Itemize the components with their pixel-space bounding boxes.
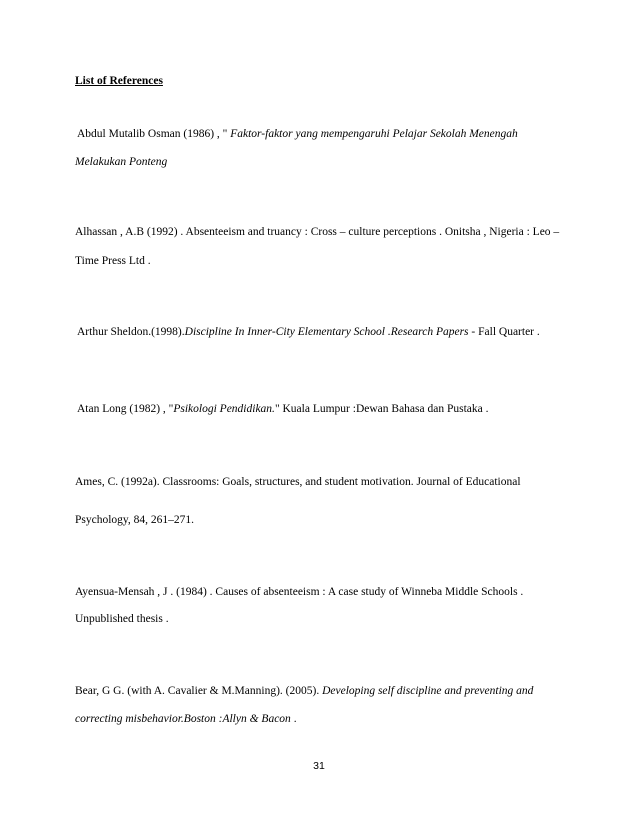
reference-7-line-1 [75,684,533,698]
reference-1-author: Abdul Mutalib Osman (1986) , " [77,128,228,140]
reference-3-author: Arthur Sheldon.(1998). [77,326,185,338]
reference-7-title-part-2: correcting misbehavior.Boston :Allyn & Bacon [75,713,291,725]
reference-1-line-2: Melakukan Ponteng [75,156,168,168]
reference-7-title-part-1: Developing self discipline and preventing and [322,685,534,697]
reference-7-tail: . [290,713,297,725]
reference-3-line-1 [77,325,540,339]
reference-4-line-1 [77,402,489,416]
reference-2-line-1: Alhassan , A.B (1992) . Absenteeism and truancy : Cross – culture perceptions . Onitsha , Nigeria : Leo – [75,226,560,238]
reference-4-title: Psikologi Pendidikan. [173,403,275,415]
reference-4-author: Atan Long (1982) , " [77,403,174,415]
reference-6-line-1: Ayensua-Mensah , J . (1984) . Causes of absenteeism : A case study of Winneba Middle Schools . [75,586,524,598]
reference-5-line-2: Psychology, 84, 261–271. [75,514,195,526]
reference-1-title: Faktor-faktor yang mempengaruhi Pelajar Sekolah Menengah [227,128,518,140]
reference-5-line-1: Ames, C. (1992a). Classrooms: Goals, structures, and student motivation. Journal of Educational [75,476,521,488]
reference-3-title: Discipline In Inner-City Elementary School .Research Papers [184,326,469,338]
page-title: List of References [75,75,163,87]
page-number: 31 [313,760,325,772]
reference-1-line-1 [77,127,518,141]
reference-7-author: Bear, G G. (with A. Cavalier & M.Manning). (2005). [75,685,323,697]
reference-2-line-2: Time Press Ltd . [75,255,151,267]
reference-7-line-2 [75,712,297,726]
reference-6-line-2: Unpublished thesis . [75,613,169,625]
reference-3-tail: - Fall Quarter . [468,326,540,338]
reference-4-tail: " Kuala Lumpur :Dewan Bahasa dan Pustaka . [274,403,489,415]
